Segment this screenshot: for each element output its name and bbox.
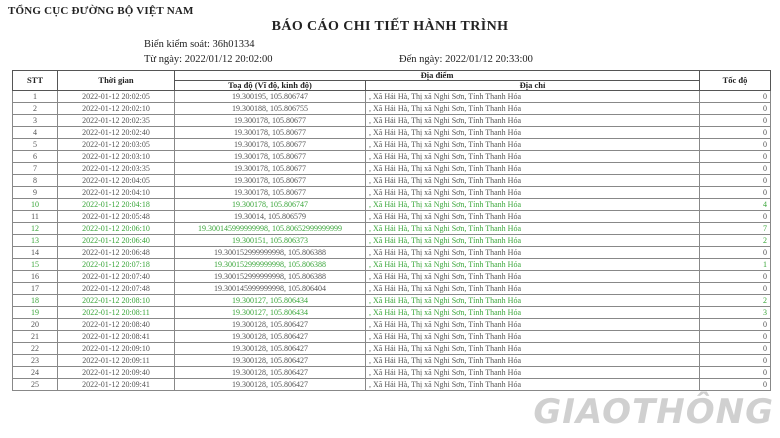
table-row — [13, 163, 771, 175]
cell-address: , Xã Hải Hà, Thị xã Nghi Sơn, Tỉnh Thanh Hóa — [366, 187, 700, 199]
cell-time: 2022-01-12 20:06:10 — [58, 223, 175, 235]
cell-coords: 19.300178, 105.80677 — [175, 139, 366, 151]
cell-stt: 6 — [13, 151, 58, 163]
header-address: Địa chỉ — [366, 81, 700, 91]
cell-address: , Xã Hải Hà, Thị xã Nghi Sơn, Tỉnh Thanh Hóa — [366, 367, 700, 379]
cell-coords: 19.300128, 105.806427 — [175, 379, 366, 391]
cell-stt: 20 — [13, 319, 58, 331]
cell-speed: 0 — [700, 175, 771, 187]
cell-address: , Xã Hải Hà, Thị xã Nghi Sơn, Tỉnh Thanh Hóa — [366, 247, 700, 259]
cell-address: , Xã Hải Hà, Thị xã Nghi Sơn, Tỉnh Thanh Hóa — [366, 199, 700, 211]
cell-coords: 19.300152999999998, 105.806388 — [175, 247, 366, 259]
cell-stt: 9 — [13, 187, 58, 199]
table-row — [13, 151, 771, 163]
cell-speed: 4 — [700, 199, 771, 211]
table-row — [13, 247, 771, 259]
plate-value: 36h01334 — [212, 39, 255, 50]
report-title: BÁO CÁO CHI TIẾT HÀNH TRÌNH — [271, 19, 509, 34]
cell-time: 2022-01-12 20:02:10 — [58, 103, 175, 115]
cell-stt: 18 — [13, 295, 58, 307]
cell-coords: 19.30014, 105.806579 — [175, 211, 366, 223]
table-row — [13, 199, 771, 211]
cell-time: 2022-01-12 20:03:35 — [58, 163, 175, 175]
cell-speed: 0 — [700, 379, 771, 391]
cell-speed: 7 — [700, 223, 771, 235]
table-row — [13, 127, 771, 139]
cell-address: , Xã Hải Hà, Thị xã Nghi Sơn, Tỉnh Thanh Hóa — [366, 355, 700, 367]
cell-stt: 4 — [13, 127, 58, 139]
cell-speed: 0 — [700, 127, 771, 139]
cell-speed: 0 — [700, 283, 771, 295]
cell-coords: 19.300178, 105.80677 — [175, 187, 366, 199]
cell-time: 2022-01-12 20:08:40 — [58, 319, 175, 331]
cell-stt: 23 — [13, 355, 58, 367]
cell-time: 2022-01-12 20:04:18 — [58, 199, 175, 211]
table-row — [13, 103, 771, 115]
cell-stt: 17 — [13, 283, 58, 295]
cell-stt: 3 — [13, 115, 58, 127]
cell-coords: 19.300128, 105.806427 — [175, 319, 366, 331]
cell-address: , Xã Hải Hà, Thị xã Nghi Sơn, Tỉnh Thanh Hóa — [366, 295, 700, 307]
cell-time: 2022-01-12 20:09:10 — [58, 343, 175, 355]
from-date — [144, 54, 272, 65]
cell-coords: 19.300178, 105.80677 — [175, 175, 366, 187]
cell-coords: 19.300152999999998, 105.806388 — [175, 271, 366, 283]
table-row — [13, 295, 771, 307]
org-name: TỔNG CỤC ĐƯỜNG BỘ VIỆT NAM — [8, 5, 194, 17]
cell-stt: 15 — [13, 259, 58, 271]
cell-coords: 19.300178, 105.80677 — [175, 115, 366, 127]
table-row — [13, 223, 771, 235]
cell-stt: 11 — [13, 211, 58, 223]
cell-address: , Xã Hải Hà, Thị xã Nghi Sơn, Tỉnh Thanh Hóa — [366, 343, 700, 355]
cell-time: 2022-01-12 20:03:05 — [58, 139, 175, 151]
cell-stt: 14 — [13, 247, 58, 259]
table-row — [13, 115, 771, 127]
cell-time: 2022-01-12 20:02:35 — [58, 115, 175, 127]
table-row — [13, 211, 771, 223]
cell-time: 2022-01-12 20:08:10 — [58, 295, 175, 307]
table-row — [13, 307, 771, 319]
cell-speed: 0 — [700, 103, 771, 115]
table-row — [13, 235, 771, 247]
cell-time: 2022-01-12 20:09:11 — [58, 355, 175, 367]
to-value: 2022/01/12 20:33:00 — [445, 54, 533, 65]
cell-address: , Xã Hải Hà, Thị xã Nghi Sơn, Tỉnh Thanh Hóa — [366, 331, 700, 343]
trip-table — [12, 70, 771, 391]
cell-coords: 19.300145999999998, 105.80652999999999 — [175, 223, 366, 235]
cell-speed: 0 — [700, 355, 771, 367]
cell-coords: 19.300178, 105.80677 — [175, 151, 366, 163]
cell-speed: 0 — [700, 367, 771, 379]
cell-address: , Xã Hải Hà, Thị xã Nghi Sơn, Tỉnh Thanh Hóa — [366, 235, 700, 247]
cell-time: 2022-01-12 20:06:40 — [58, 235, 175, 247]
cell-address: , Xã Hải Hà, Thị xã Nghi Sơn, Tỉnh Thanh Hóa — [366, 91, 700, 103]
cell-time: 2022-01-12 20:09:40 — [58, 367, 175, 379]
cell-address: , Xã Hải Hà, Thị xã Nghi Sơn, Tỉnh Thanh Hóa — [366, 127, 700, 139]
table-row — [13, 367, 771, 379]
cell-speed: 0 — [700, 331, 771, 343]
cell-speed: 0 — [700, 211, 771, 223]
cell-coords: 19.300127, 105.806434 — [175, 295, 366, 307]
cell-speed: 0 — [700, 343, 771, 355]
cell-time: 2022-01-12 20:04:10 — [58, 187, 175, 199]
table-row — [13, 379, 771, 391]
watermark-logo: GIAOTHÔNG — [533, 392, 774, 432]
cell-stt: 8 — [13, 175, 58, 187]
plate-label: Biển kiểm soát: — [144, 39, 210, 50]
cell-address: , Xã Hải Hà, Thị xã Nghi Sơn, Tỉnh Thanh Hóa — [366, 283, 700, 295]
cell-time: 2022-01-12 20:02:05 — [58, 91, 175, 103]
table-row — [13, 259, 771, 271]
cell-time: 2022-01-12 20:08:11 — [58, 307, 175, 319]
cell-stt: 21 — [13, 331, 58, 343]
cell-address: , Xã Hải Hà, Thị xã Nghi Sơn, Tỉnh Thanh Hóa — [366, 175, 700, 187]
plate-info — [144, 39, 255, 50]
header-time: Thời gian — [58, 71, 175, 91]
cell-time: 2022-01-12 20:08:41 — [58, 331, 175, 343]
cell-time: 2022-01-12 20:04:05 — [58, 175, 175, 187]
table-row — [13, 175, 771, 187]
table-row — [13, 139, 771, 151]
cell-coords: 19.300178, 105.80677 — [175, 127, 366, 139]
table-row — [13, 271, 771, 283]
cell-time: 2022-01-12 20:05:48 — [58, 211, 175, 223]
cell-address: , Xã Hải Hà, Thị xã Nghi Sơn, Tỉnh Thanh Hóa — [366, 151, 700, 163]
cell-speed: 3 — [700, 307, 771, 319]
from-label: Từ ngày: — [144, 54, 183, 65]
cell-stt: 1 — [13, 91, 58, 103]
cell-address: , Xã Hải Hà, Thị xã Nghi Sơn, Tỉnh Thanh Hóa — [366, 139, 700, 151]
cell-stt: 19 — [13, 307, 58, 319]
cell-speed: 0 — [700, 271, 771, 283]
cell-address: , Xã Hải Hà, Thị xã Nghi Sơn, Tỉnh Thanh Hóa — [366, 271, 700, 283]
table-row — [13, 91, 771, 103]
cell-coords: 19.300178, 105.806747 — [175, 199, 366, 211]
cell-address: , Xã Hải Hà, Thị xã Nghi Sơn, Tỉnh Thanh Hóa — [366, 115, 700, 127]
cell-speed: 0 — [700, 115, 771, 127]
cell-address: , Xã Hải Hà, Thị xã Nghi Sơn, Tỉnh Thanh Hóa — [366, 223, 700, 235]
from-value: 2022/01/12 20:02:00 — [184, 54, 273, 65]
cell-coords: 19.300152999999998, 105.806388 — [175, 259, 366, 271]
cell-time: 2022-01-12 20:03:10 — [58, 151, 175, 163]
cell-speed: 2 — [700, 295, 771, 307]
cell-address: , Xã Hải Hà, Thị xã Nghi Sơn, Tỉnh Thanh Hóa — [366, 259, 700, 271]
cell-time: 2022-01-12 20:07:40 — [58, 271, 175, 283]
table-row — [13, 355, 771, 367]
cell-time: 2022-01-12 20:07:48 — [58, 283, 175, 295]
cell-speed: 0 — [700, 247, 771, 259]
to-label: Đến ngày: — [399, 54, 443, 65]
table-row — [13, 331, 771, 343]
table-row — [13, 343, 771, 355]
cell-stt: 12 — [13, 223, 58, 235]
cell-address: , Xã Hải Hà, Thị xã Nghi Sơn, Tỉnh Thanh Hóa — [366, 307, 700, 319]
cell-coords: 19.300128, 105.806427 — [175, 343, 366, 355]
cell-coords: 19.300128, 105.806427 — [175, 331, 366, 343]
cell-coords: 19.300178, 105.80677 — [175, 163, 366, 175]
header-coords: Toạ độ (Vĩ độ, kinh độ) — [175, 81, 366, 91]
cell-speed: 0 — [700, 91, 771, 103]
table-row — [13, 319, 771, 331]
cell-speed: 0 — [700, 151, 771, 163]
cell-coords: 19.300128, 105.806427 — [175, 367, 366, 379]
to-date — [399, 54, 533, 65]
cell-time: 2022-01-12 20:09:41 — [58, 379, 175, 391]
table-row — [13, 187, 771, 199]
cell-stt: 10 — [13, 199, 58, 211]
cell-time: 2022-01-12 20:02:40 — [58, 127, 175, 139]
cell-address: , Xã Hải Hà, Thị xã Nghi Sơn, Tỉnh Thanh Hóa — [366, 163, 700, 175]
table-row — [13, 283, 771, 295]
cell-stt: 22 — [13, 343, 58, 355]
cell-address: , Xã Hải Hà, Thị xã Nghi Sơn, Tỉnh Thanh Hóa — [366, 379, 700, 391]
header-stt: STT — [13, 71, 58, 91]
cell-stt: 13 — [13, 235, 58, 247]
cell-speed: 0 — [700, 319, 771, 331]
cell-coords: 19.300151, 105.806373 — [175, 235, 366, 247]
header-location: Địa điểm — [175, 71, 700, 81]
cell-coords: 19.300128, 105.806427 — [175, 355, 366, 367]
cell-stt: 2 — [13, 103, 58, 115]
cell-address: , Xã Hải Hà, Thị xã Nghi Sơn, Tỉnh Thanh Hóa — [366, 211, 700, 223]
cell-coords: 19.300188, 105.806755 — [175, 103, 366, 115]
cell-address: , Xã Hải Hà, Thị xã Nghi Sơn, Tỉnh Thanh Hóa — [366, 319, 700, 331]
cell-stt: 7 — [13, 163, 58, 175]
cell-speed: 0 — [700, 139, 771, 151]
cell-stt: 25 — [13, 379, 58, 391]
cell-coords: 19.300127, 105.806434 — [175, 307, 366, 319]
cell-speed: 0 — [700, 163, 771, 175]
cell-time: 2022-01-12 20:06:48 — [58, 247, 175, 259]
cell-speed: 2 — [700, 235, 771, 247]
cell-coords: 19.300195, 105.806747 — [175, 91, 366, 103]
cell-coords: 19.300145999999998, 105.806404 — [175, 283, 366, 295]
cell-stt: 16 — [13, 271, 58, 283]
cell-stt: 24 — [13, 367, 58, 379]
cell-stt: 5 — [13, 139, 58, 151]
cell-speed: 1 — [700, 259, 771, 271]
cell-address: , Xã Hải Hà, Thị xã Nghi Sơn, Tỉnh Thanh Hóa — [366, 103, 700, 115]
table-body — [13, 91, 771, 391]
header-speed: Tốc độ — [700, 71, 771, 91]
cell-speed: 0 — [700, 187, 771, 199]
cell-time: 2022-01-12 20:07:18 — [58, 259, 175, 271]
